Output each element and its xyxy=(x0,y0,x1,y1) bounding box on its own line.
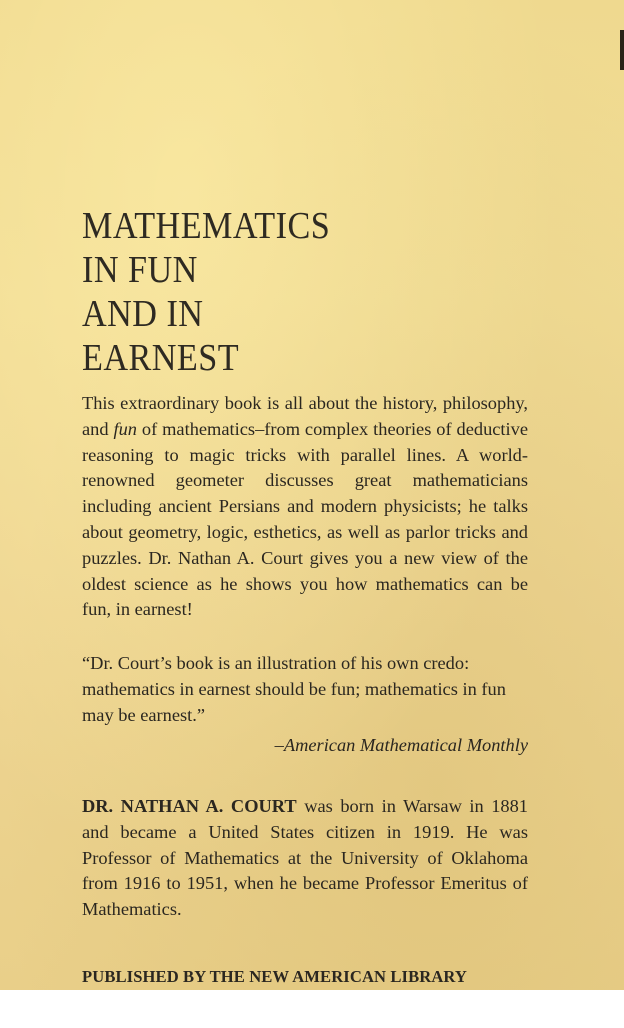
title-line-3: AND IN xyxy=(82,293,204,335)
book-title xyxy=(82,204,442,380)
description-emphasis: fun xyxy=(113,418,137,439)
review-quote: “Dr. Court’s book is an illustration of his own credo: mathematics in earnest should be fun; mathematics in fun may be earnest.” xyxy=(82,653,506,725)
description-text-end: of mathematics–from complex theories of deductive reasoning to magic tricks with parallel lines. A world-renowned geometer discusses great mathematicians including ancient Persians and modern physicists; he talks about geometry, logic, esthetics, as well as parlor tricks and puzzles. Dr. Nathan A. Court gives you a new view of the oldest science as he shows you how mathematics can be fun, in earnest! xyxy=(82,418,528,620)
publisher-line: PUBLISHED BY THE NEW AMERICAN LIBRARY xyxy=(82,967,467,986)
title-line-2: IN FUN xyxy=(82,249,198,291)
author-bio-text: was born in Warsaw in 1881 and became a United States citizen in 1919. He was Professor of Mathematics at the University of Oklahoma from 1916 to 1951, when he became Professor Emeritus of Mathematics. xyxy=(82,796,528,920)
book-description xyxy=(82,391,528,623)
description-text-start: This extraordinary book is all about the history, philosophy, and xyxy=(82,393,528,439)
title-line-4: EARNEST xyxy=(82,337,240,379)
author-name: DR. NATHAN A. COURT xyxy=(82,796,297,816)
quote-attribution: –American Mathematical Monthly xyxy=(274,735,528,755)
title-line-1: MATHEMATICS xyxy=(82,205,331,247)
cover-edge-mark xyxy=(620,30,624,70)
author-bio xyxy=(82,794,528,923)
